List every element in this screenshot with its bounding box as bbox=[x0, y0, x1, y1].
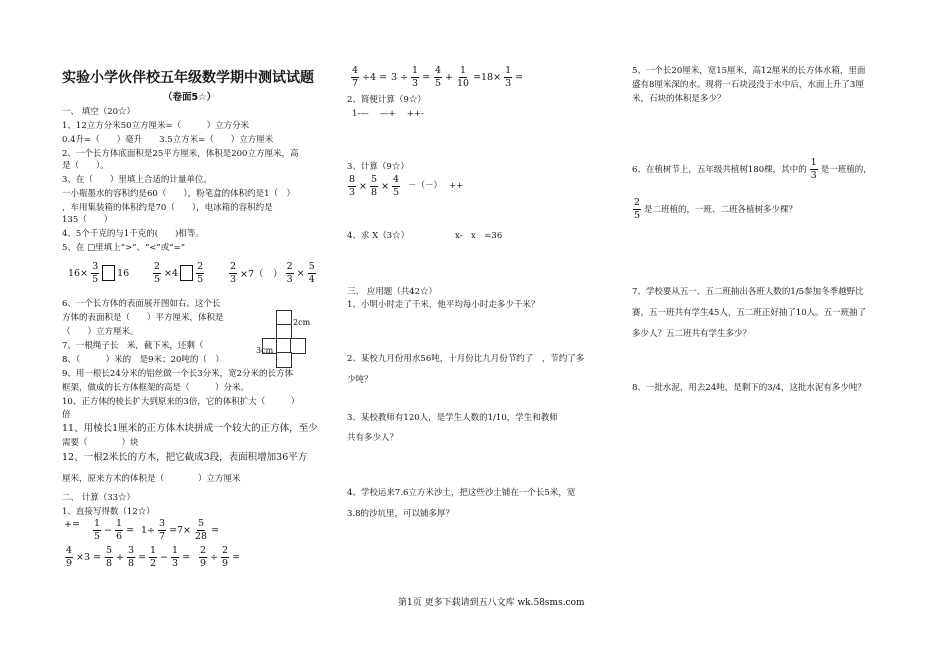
page-subtitle: （卷面5☆） bbox=[163, 92, 217, 103]
answer-box[interactable] bbox=[102, 265, 115, 281]
question-line: 0.4升=（ ）毫升 3.5立方米=（ ）立方厘米 bbox=[62, 135, 274, 145]
question-line: 3、在（ ）里填上合适的计量单位。 bbox=[62, 175, 212, 185]
question-line: 5、一个长20厘米，宽15厘米，高12厘米的长方体水箱，里面 bbox=[632, 66, 866, 76]
question-line: 厘米，原来方木的体积是（ ）立方厘米 bbox=[62, 474, 241, 484]
question-line: 倍 bbox=[62, 410, 71, 420]
answer-box[interactable] bbox=[180, 265, 193, 281]
net-dimension-label: 3cm bbox=[256, 346, 274, 355]
question-line: 4、学校运来7.6立方米沙土，把这些沙土铺在一个长5米，宽 bbox=[347, 488, 576, 498]
question-line: 框架，做成的长方体框架的高是（ ）分米。 bbox=[62, 383, 250, 393]
question-line: 6、一个长方体的表面展开图如右。这个长 bbox=[62, 299, 221, 309]
question-line: 一小瓶墨水的容积约是60（ ），粉笔盒的体积约是1（ ） bbox=[62, 189, 295, 199]
net-dimension-label: 2cm bbox=[293, 318, 311, 327]
question-line: 米，石块的体积是多少？ bbox=[632, 94, 726, 104]
question-line: 12、一根2米长的方木，把它截成3段，表面积增加36平方 bbox=[62, 452, 308, 463]
calc-item: 18× $\frac{1}{3}$ = bbox=[481, 65, 524, 89]
question-line: 需要（ ）块 bbox=[62, 438, 139, 448]
question-line: 2、一个长方体底面积是25平方厘米，体积是200立方厘米，高 bbox=[62, 149, 299, 159]
calc-item: $\frac{2}{9}$ ÷ $\frac{2}{9}$ = bbox=[200, 545, 241, 569]
section-application-heading: 三、 应用题（共42☆） bbox=[347, 287, 438, 297]
compare-item-3: $\frac{2}{3}$ ×7（ ） $\frac{2}{3}$ × $\frac{5}{4}$ bbox=[230, 261, 315, 285]
question-line: 3、某校教师有120人，是学生人数的1/10，学生和教师 bbox=[347, 413, 558, 423]
section-fill-blank-heading: 一、 填空（20☆） bbox=[62, 107, 136, 117]
question-line: ，车用集装箱的体积约是70（ ），电冰箱的容积约是 bbox=[62, 203, 273, 213]
expression: －（－） ++ bbox=[408, 181, 464, 191]
question-line: 是（ ）。 bbox=[62, 161, 109, 171]
compare-item-1: 16× $\frac{3}{5}$ 16 bbox=[68, 261, 130, 285]
question-line: 7、一根绳子长 米，截下米，还剩（ bbox=[62, 341, 204, 351]
calc-item: $\frac{4}{7}$ ÷4 = bbox=[352, 65, 388, 89]
question-line: 10、正方体的棱长扩大到原来的3倍，它的体积扩大（ ） bbox=[62, 397, 300, 407]
question-line: 3、计算（9☆） bbox=[347, 162, 409, 172]
calc-item: $\frac{1}{2}$ − $\frac{1}{3}$ = bbox=[150, 545, 191, 569]
question-line: 1、12立方分米50立方厘米=（ ）立方分米 bbox=[62, 121, 250, 131]
calc-item: 7× $\frac{5}{28}$ = bbox=[177, 518, 220, 542]
calc-item: $\frac{1}{5}$ − $\frac{1}{6}$ = bbox=[94, 518, 135, 542]
question-line: 5、在 □里填上“>”、“<”或“=” bbox=[62, 243, 186, 253]
question-line: 多少人？五二班共有学生多少？ bbox=[632, 329, 752, 339]
calc-item: $\frac{5}{8}$ + $\frac{3}{8}$ = bbox=[106, 545, 147, 569]
question-line: 盛有8厘米深的水。现将一石块浸没于水中后，水面上升了3厘 bbox=[632, 80, 864, 90]
question-line: 2、某校九月份用水56吨，十月份比九月份节约了 ，节约了多 bbox=[347, 354, 585, 364]
calc-item: $\frac{4}{5}$ + $\frac{1}{10}$ = bbox=[435, 65, 482, 89]
expression: 1-— —+ ++- bbox=[352, 109, 424, 119]
calc-item: $\frac{8}{3}$ × $\frac{5}{8}$ × $\frac{4}{5}$ bbox=[349, 174, 400, 198]
page-footer: 第1页 更多下载请到五八文库 wk.58sms.com bbox=[398, 598, 585, 608]
question-line: 1、直接写得数（12☆） bbox=[62, 507, 155, 517]
calc-item: += bbox=[64, 519, 80, 530]
question-line: 11、用棱长1厘米的正方体木块拼成一个较大的正方体，至少 bbox=[62, 423, 318, 434]
calc-item: $\frac{4}{9}$ ×3 = bbox=[66, 545, 102, 569]
question-line: 方体的表面积是（ ）平方厘米，体积是 bbox=[62, 313, 224, 323]
question-line: 2、简便计算（9☆） bbox=[347, 95, 426, 105]
question-line: 7、学校要从五一、五二班抽出各班人数的1/5参加冬季越野比 bbox=[632, 287, 864, 297]
page-title: 实验小学伙伴校五年级数学期中测试试题 bbox=[62, 70, 314, 86]
question-line: 少吨？ bbox=[347, 375, 373, 385]
question-line: 9、用一根长24分米的铝丝做一个长3分米，宽2分米的长方体 bbox=[62, 369, 294, 379]
question-line: 1、小明小时走了千米，他平均每小时走多少千米？ bbox=[347, 300, 540, 310]
question-line: 8、一批水泥，用去24吨，是剩下的3/4，这批水泥有多少吨？ bbox=[632, 383, 866, 393]
question-line: 4、求 X（3☆） bbox=[347, 231, 410, 241]
question-line: 3.8的沙坑里，可以铺多厚？ bbox=[347, 509, 455, 519]
calc-item: 3 ÷ $\frac{1}{3}$ = bbox=[391, 65, 431, 89]
compare-item-2: $\frac{2}{5}$ ×4 $\frac{2}{5}$ bbox=[154, 261, 204, 285]
question-line: 6、在植树节上，五年级共植树180棵，其中的 $\frac{1}{3}$ 是一班植的， bbox=[632, 157, 872, 181]
question-line: 4、5个千克的与1千克的( )相等。 bbox=[62, 229, 204, 239]
question-line: 共有多少人？ bbox=[347, 433, 399, 443]
question-line: $\frac{2}{5}$ 是二班植的，一班、二班各植树多少棵？ bbox=[634, 197, 798, 221]
question-line: 8、（ ）米的 是9米；20吨的（ ） bbox=[62, 355, 224, 365]
section-calc-heading: 二、 计算（33☆） bbox=[62, 493, 136, 503]
expression: x- x =36 bbox=[455, 231, 503, 241]
calc-item: 1÷ $\frac{3}{7}$ = bbox=[141, 518, 178, 542]
question-line: （ ）立方厘米。 bbox=[62, 327, 139, 337]
question-line: 135（ ） bbox=[62, 215, 113, 225]
question-line: 赛，五一班共有学生45人，五二班正好抽了10人。五一班抽了 bbox=[632, 308, 867, 318]
